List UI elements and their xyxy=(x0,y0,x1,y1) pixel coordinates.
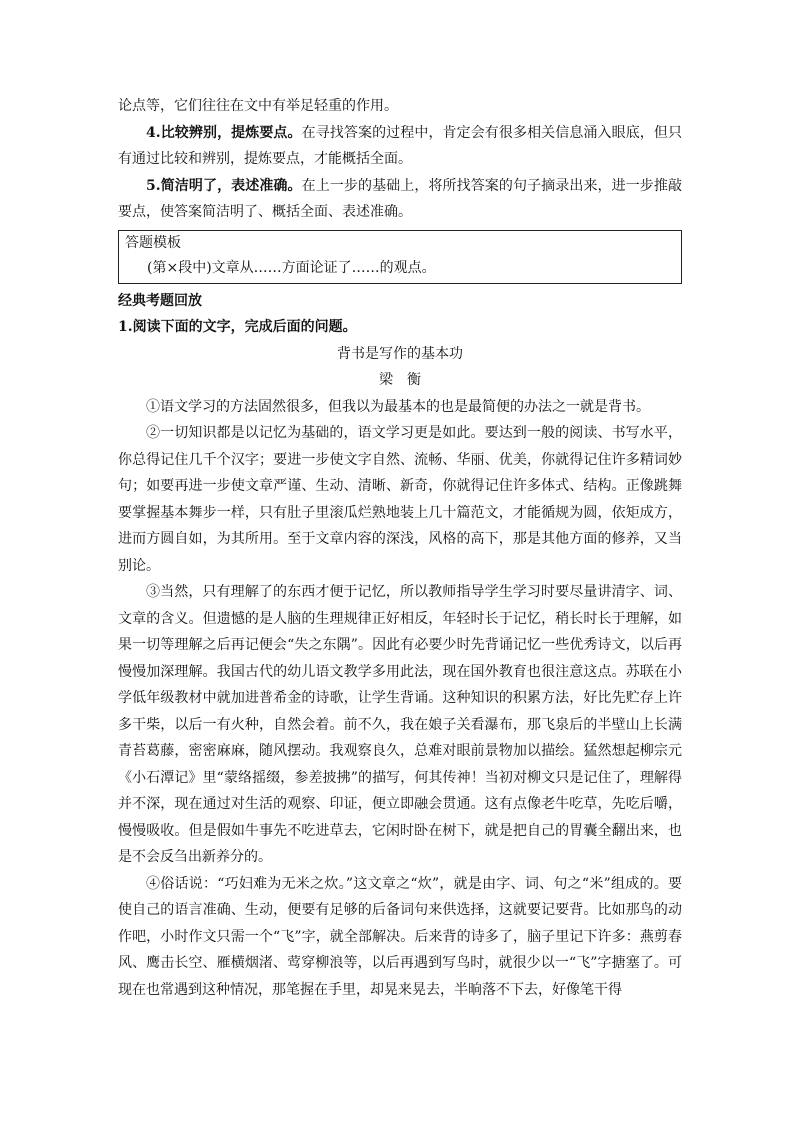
answer-template-title: 答题模板 xyxy=(125,234,181,251)
article-paragraph-4: ④俗话说：“巧妇难为无米之炊。”这文章之“炊”，就是由字、词、句之“米”组成的。要使自己的语言准确、生动，便要有足够的后备词句来供选择，这就要记要背。比如那鸟的动作吧，小时作文只需一个“飞”字，就全部解决。后来背的诗多了，脑子里记下许多：燕剪春风、鹰击长空、雁横烟渚、莺穿柳浪等，以后再遇到写鸟时，就很少以一“飞”字搪塞了。可现在也常遇到这种情况，那笔握在手里，却晃来晃去，半晌落不下去，好像笔干得 xyxy=(118,875,682,998)
question-title: 1.阅读下面的文字，完成后面的问题。 xyxy=(118,319,357,335)
article-title: 背书是写作的基本功 xyxy=(337,345,463,362)
article-paragraph-3: ③当然，只有理解了的东西才便于记忆，所以教师指导学生学习时要尽量讲清字、词、文章的含义。但遗憾的是人脑的生理规律正好相反，年轻时长于记忆，稍长时长于理解，如果一切等理解之后再记便会“失之东隅”。因此有必要少时先背诵记忆一些优秀诗文，以后再慢慢加深理解。我国古代的幼儿语文教学多用此法，现在国外教育也很注意这点。苏联在小学低年级教材中就加进普希金的诗歌，让学生背诵。这种知识的积累方法，好比先贮存上许多干柴，以后一有火种，自然会着。前不久，我在娘子关看瀑布，那飞泉后的半壁山上长满青苔葛藤，密密麻麻，随风摆动。我观察良久，总难对眼前景物加以描绘。猛然想起柳宗元《小石潭记》里“蒙络摇缀，参差披拂”的描写，何其传神！当初对柳文只是记住了，理解得并不深，现在通过对生活的观察、印证，便立即融会贯通。这有点像老牛吃草，先吃后嚼，慢慢吸收。但是假如牛事先不吃进草去，它闲时卧在树下，就是把自己的胃囊全翻出来，也是不会反刍出新养分的。 xyxy=(118,584,682,865)
article-paragraph-2: ②一切知识都是以记忆为基础的，语文学习更是如此。要达到一般的阅读、书写水平，你总得记住几千个汉字；要进一步使文字自然、流畅、华丽、优美，你就得记住许多精词妙句；如要再进一步使文章严谨、生动、清晰、新奇，你就得记住许多体式、结构。正像跳舞要掌握基本舞步一样，只有肚子里滚瓜烂熟地装上几十篇范文，才能循规为圆，依矩成方，进而方圆自如，为其所用。至于文章内容的深浅，风格的高下，那是其他方面的修养，又当别论。 xyxy=(118,425,682,574)
article-paragraph-1: ①语文学习的方法固然很多，但我以为最基本的也是最简便的办法之一就是背书。 xyxy=(146,398,650,415)
document-page xyxy=(118,93,682,1003)
section-title: 经典考题回放 xyxy=(118,292,202,309)
tip-5-text: 在上一步的基础上，将所找答案的句子摘录出来，进一步推敲要点，使答案简洁明了、概括全面、表述准确。 xyxy=(118,177,682,220)
tip-5-paragraph xyxy=(118,173,682,226)
answer-template-content: (第×段中)文章从……方面论证了……的观点。 xyxy=(147,259,436,276)
intro-tail-paragraph: 论点等，它们往往在文中有举足轻重的作用。 xyxy=(118,98,398,114)
tip-4-text: 在寻找答案的过程中，肯定会有很多相关信息涌入眼底，但只有通过比较和辨别，提炼要点，才能概括全面。 xyxy=(118,124,682,167)
tip-4-paragraph xyxy=(118,120,682,173)
answer-template-box xyxy=(118,230,682,284)
tip-5-heading: 5.简洁明了，表述准确。 xyxy=(146,177,302,194)
tip-4-heading: 4.比较辨别，提炼要点。 xyxy=(146,124,302,141)
article-author: 梁衡 xyxy=(379,372,435,388)
